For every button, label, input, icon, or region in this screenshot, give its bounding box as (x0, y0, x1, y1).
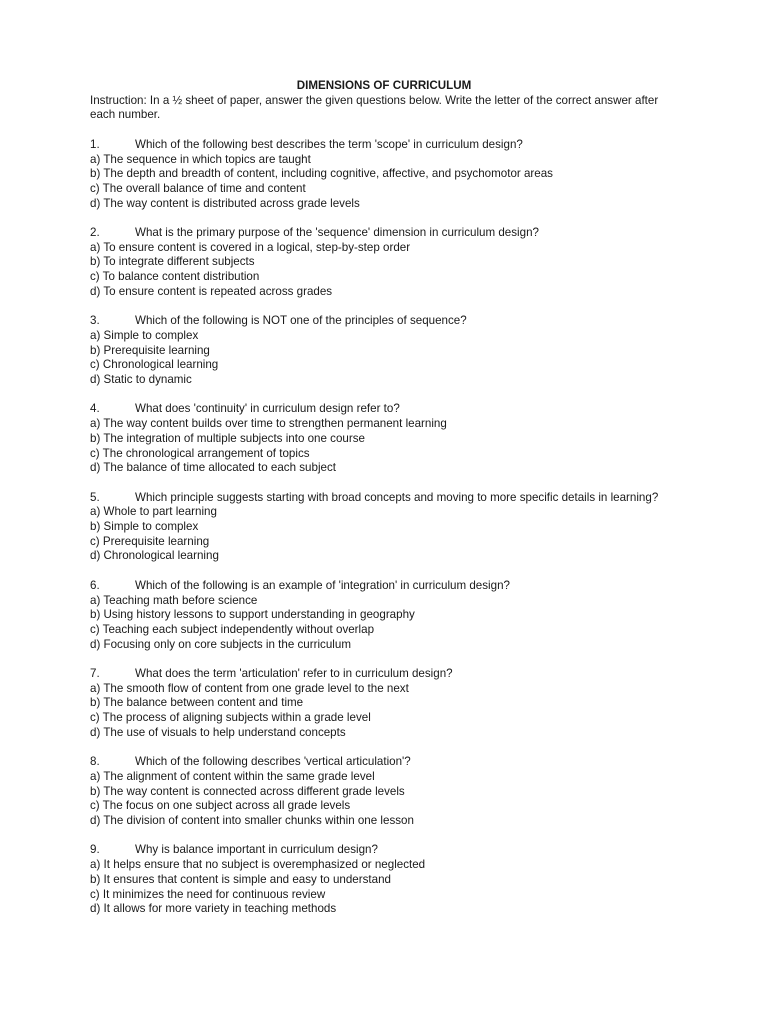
question-line (90, 579, 670, 594)
question-block (90, 402, 670, 476)
question-line (90, 755, 670, 770)
choice-d: d) Static to dynamic (90, 373, 192, 387)
choice-a: a) To ensure content is covered in a logical, step-by-step order (90, 240, 411, 254)
question-line (90, 491, 670, 506)
choice-a: a) The way content builds over time to strengthen permanent learning (90, 417, 447, 431)
question-number: 2. (90, 226, 100, 239)
choice-a: a) Whole to part learning (90, 505, 217, 519)
choice-a: a) Simple to complex (90, 328, 199, 342)
choice-a: a) The sequence in which topics are taught (90, 152, 311, 166)
question-block (90, 491, 670, 565)
question-line (90, 226, 670, 241)
question-block (90, 755, 670, 829)
question-block (90, 226, 670, 300)
choice-c: c) It minimizes the need for continuous review (90, 887, 326, 901)
choice-a: a) It helps ensure that no subject is overemphasized or neglected (90, 858, 426, 872)
choice-d: d) Chronological learning (90, 549, 219, 563)
choice-d: d) To ensure content is repeated across grades (90, 284, 333, 298)
instruction-text: Instruction: In a ½ sheet of paper, answer the given questions below. Write the letter of the correct answer after each number. (90, 93, 659, 122)
choice-b: b) The integration of multiple subjects into one course (90, 431, 365, 445)
question-text: What does 'continuity' in curriculum design refer to? (135, 402, 400, 416)
choice-c: c) The overall balance of time and content (90, 181, 306, 195)
question-text: Which principle suggests starting with broad concepts and moving to more specific details in learning? (135, 490, 659, 504)
question-text: Which of the following best describes the term 'scope' in curriculum design? (135, 137, 523, 151)
choice-d: d) The balance of time allocated to each subject (90, 461, 336, 475)
question-text: Which of the following is an example of 'integration' in curriculum design? (135, 578, 510, 592)
choice-d: d) The use of visuals to help understand concepts (90, 725, 346, 739)
document-page (90, 79, 670, 917)
choice-c: c) Chronological learning (90, 358, 219, 372)
question-number: 9. (90, 843, 100, 857)
question-line (90, 843, 670, 858)
question-number: 4. (90, 402, 100, 416)
choice-b: b) The depth and breadth of content, including cognitive, affective, and psychomotor areas (90, 167, 553, 181)
question-block (90, 138, 670, 212)
question-number: 7. (90, 667, 100, 681)
choice-d: d) Focusing only on core subjects in the curriculum (90, 637, 351, 651)
question-line (90, 667, 670, 682)
question-number: 8. (90, 755, 100, 769)
question-text: Which of the following is NOT one of the principles of sequence? (135, 314, 467, 328)
question-block (90, 314, 670, 388)
document-title: DIMENSIONS OF CURRICULUM (296, 79, 472, 92)
choice-c: c) Prerequisite learning (90, 534, 210, 548)
choice-b: b) Simple to complex (90, 520, 199, 534)
choice-b: b) Prerequisite learning (90, 343, 210, 357)
question-number: 1. (90, 137, 100, 151)
question-number: 5. (90, 490, 100, 504)
question-line (90, 402, 670, 417)
question-block (90, 843, 670, 917)
choice-b: b) The way content is connected across different grade levels (90, 784, 405, 798)
question-block (90, 667, 670, 741)
choice-b: b) The balance between content and time (90, 696, 304, 710)
choice-c: c) The process of aligning subjects within a grade level (90, 711, 371, 725)
choice-c: c) The focus on one subject across all grade levels (90, 799, 351, 813)
choice-b: b) Using history lessons to support understanding in geography (90, 608, 415, 622)
question-line (90, 314, 670, 329)
choice-d: d) The way content is distributed across grade levels (90, 196, 360, 210)
question-number: 3. (90, 314, 100, 328)
choice-a: a) The alignment of content within the same grade level (90, 769, 375, 783)
choice-d: d) It allows for more variety in teaching methods (90, 902, 337, 916)
question-number: 6. (90, 578, 100, 592)
choice-a: a) Teaching math before science (90, 593, 258, 607)
choice-d: d) The division of content into smaller chunks within one lesson (90, 814, 414, 828)
choice-b: b) It ensures that content is simple and easy to understand (90, 872, 391, 886)
question-block (90, 579, 670, 653)
question-text: Which of the following describes 'vertical articulation'? (135, 755, 411, 769)
question-text: What is the primary purpose of the 'sequence' dimension in curriculum design? (135, 226, 539, 239)
choice-c: c) To balance content distribution (90, 270, 260, 284)
question-text: What does the term 'articulation' refer to in curriculum design? (135, 667, 453, 681)
choice-b: b) To integrate different subjects (90, 255, 255, 269)
choice-c: c) Teaching each subject independently without overlap (90, 622, 375, 636)
question-line (90, 138, 670, 153)
choice-c: c) The chronological arrangement of topics (90, 446, 310, 460)
question-text: Why is balance important in curriculum design? (135, 843, 378, 857)
choice-a: a) The smooth flow of content from one grade level to the next (90, 681, 409, 695)
